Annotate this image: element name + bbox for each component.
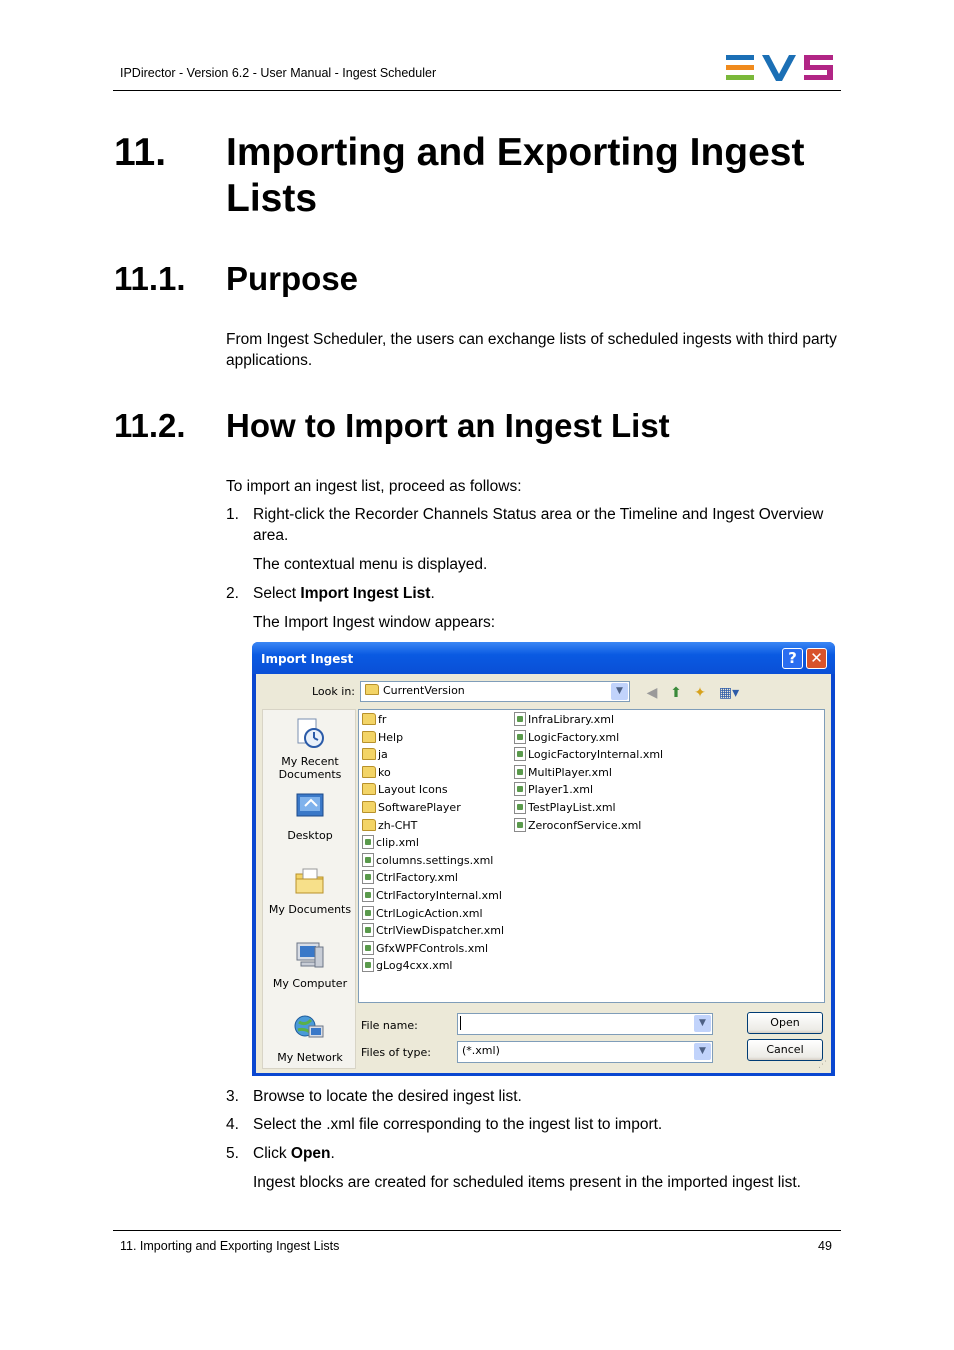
file-name-label: File name: xyxy=(361,1019,418,1032)
chevron-down-icon[interactable]: ▼ xyxy=(611,683,628,700)
page-number: 49 xyxy=(818,1239,832,1253)
file-item-name: InfraLibrary.xml xyxy=(528,713,615,726)
file-item-name: clip.xml xyxy=(376,836,419,850)
file-item[interactable] xyxy=(362,765,391,781)
step-note: The contextual menu is displayed. xyxy=(253,556,488,573)
file-item[interactable] xyxy=(362,747,388,763)
open-button[interactable]: Open xyxy=(747,1012,823,1034)
file-item-name: ZeroconfService.xml xyxy=(528,818,642,832)
header-rule xyxy=(113,90,841,91)
xml-file-icon xyxy=(514,747,526,761)
place-my-recent-documents[interactable] xyxy=(263,716,357,781)
folder-icon xyxy=(365,684,379,695)
close-button[interactable]: ✕ xyxy=(806,648,827,669)
place-label: My Computer xyxy=(272,977,348,990)
file-item-name: GfxWPFControls.xml xyxy=(376,941,489,955)
step-number: 4. xyxy=(226,1116,239,1133)
cancel-button[interactable]: Cancel xyxy=(747,1039,823,1061)
file-item[interactable] xyxy=(362,923,504,939)
resize-grip-icon[interactable]: ⋰ xyxy=(818,1060,826,1070)
place-my-documents[interactable] xyxy=(263,864,357,916)
folder-icon xyxy=(362,819,376,831)
file-item-name: CtrlFactory.xml xyxy=(376,871,458,885)
step-text-bold: Import Ingest List xyxy=(300,585,431,602)
file-item[interactable] xyxy=(362,958,452,974)
file-item-name: Layout Icons xyxy=(378,783,448,797)
file-item[interactable] xyxy=(362,835,419,851)
folder-icon xyxy=(362,801,376,813)
back-icon[interactable]: ◀ xyxy=(646,685,658,701)
intro-paragraph: To import an ingest list, proceed as follows: xyxy=(226,478,522,495)
file-item[interactable] xyxy=(362,888,502,904)
places-bar xyxy=(262,709,356,1069)
file-item-name: MultiPlayer.xml xyxy=(528,765,612,779)
xml-file-icon xyxy=(362,870,374,884)
file-list[interactable] xyxy=(358,709,825,1003)
step-text xyxy=(253,583,839,604)
file-item-name: ja xyxy=(378,748,388,762)
file-item-name: Player1.xml xyxy=(528,783,594,797)
folder-icon xyxy=(362,713,376,725)
folder-icon xyxy=(362,748,376,760)
folder-icon xyxy=(362,766,376,778)
purpose-paragraph: From Ingest Scheduler, the users can exchange lists of scheduled ingests with third party applications. xyxy=(226,331,837,369)
xml-file-icon xyxy=(514,712,526,726)
file-item[interactable] xyxy=(514,730,619,746)
file-item[interactable] xyxy=(362,870,458,886)
place-label: My Network xyxy=(277,1051,343,1064)
my-computer-icon xyxy=(293,938,327,972)
step-text-bold: Open xyxy=(290,1145,331,1162)
file-item[interactable] xyxy=(362,782,448,798)
file-item-name: CtrlFactoryInternal.xml xyxy=(376,889,502,902)
step-note: The Import Ingest window appears: xyxy=(253,614,496,631)
step-text: Right-click the Recorder Channels Status area or the Timeline and Ingest Overview area. xyxy=(253,506,824,544)
file-item[interactable] xyxy=(514,800,616,816)
file-item-name: fr xyxy=(378,713,387,726)
file-item[interactable] xyxy=(514,818,641,834)
step-text-post: . xyxy=(430,585,435,602)
dialog-titlebar xyxy=(252,642,835,674)
file-item-name: CtrlViewDispatcher.xml xyxy=(376,924,505,938)
xml-file-icon xyxy=(362,888,374,902)
file-item[interactable] xyxy=(362,853,493,869)
place-label: My Documents xyxy=(268,903,352,916)
file-item-name: TestPlayList.xml xyxy=(528,801,616,814)
xml-file-icon xyxy=(362,923,374,937)
file-item-name: ko xyxy=(378,765,391,779)
look-in-value-text: CurrentVersion xyxy=(383,684,465,697)
step-number: 3. xyxy=(226,1088,239,1105)
evs-logo xyxy=(726,54,834,82)
section-title: Purpose xyxy=(226,260,359,297)
chevron-down-icon[interactable]: ▼ xyxy=(694,1043,711,1060)
file-item-name: zh-CHT xyxy=(378,818,418,832)
look-in-combo[interactable] xyxy=(360,681,630,702)
step-text-post: . xyxy=(330,1145,335,1162)
file-item-name: columns.settings.xml xyxy=(376,853,494,867)
file-item-name: LogicFactory.xml xyxy=(528,730,620,744)
files-of-type-select[interactable] xyxy=(457,1041,713,1063)
file-name-input[interactable] xyxy=(457,1013,713,1035)
place-my-network[interactable] xyxy=(263,1012,357,1064)
step-text xyxy=(253,1143,839,1164)
xml-file-icon xyxy=(362,941,374,955)
file-item[interactable] xyxy=(362,818,417,834)
file-name-value xyxy=(460,1016,463,1030)
folder-icon xyxy=(362,783,376,795)
step-number: 1. xyxy=(226,506,239,523)
section-title: How to Import an Ingest List xyxy=(226,407,670,444)
view-menu-icon[interactable]: ▦▾ xyxy=(718,685,740,701)
section-number: 11.2. xyxy=(114,407,186,444)
place-desktop[interactable] xyxy=(263,790,357,842)
file-item-name: CtrlLogicAction.xml xyxy=(376,906,483,920)
file-item-name: SoftwarePlayer xyxy=(378,801,461,814)
place-label: My Recent Documents xyxy=(278,755,342,781)
file-item-name: gLog4cxx.xml xyxy=(376,959,453,973)
look-in-label: Look in: xyxy=(312,685,355,698)
file-item-name: LogicFactoryInternal.xml xyxy=(528,748,664,762)
file-item[interactable] xyxy=(514,782,593,798)
help-button[interactable]: ? xyxy=(782,648,803,669)
chapter-number: 11. xyxy=(114,131,167,174)
my-documents-icon xyxy=(293,864,327,898)
footer-chapter: 11. Importing and Exporting Ingest Lists xyxy=(120,1239,340,1253)
chapter-title: Importing and Exporting Ingest Lists xyxy=(226,131,805,220)
file-item[interactable] xyxy=(514,747,663,763)
desktop-icon xyxy=(293,790,327,824)
step-note: Ingest blocks are created for scheduled items present in the imported ingest list. xyxy=(253,1174,801,1191)
section-number: 11.1. xyxy=(114,260,186,297)
look-in-value xyxy=(365,684,465,697)
xml-file-icon xyxy=(514,782,526,796)
xml-file-icon xyxy=(362,906,374,920)
footer-rule xyxy=(113,1230,841,1231)
step-text: Browse to locate the desired ingest list. xyxy=(253,1088,522,1105)
running-header: IPDirector - Version 6.2 - User Manual - Ingest Scheduler xyxy=(120,66,437,80)
step-number: 5. xyxy=(226,1145,239,1162)
xml-file-icon xyxy=(362,853,374,867)
chevron-down-icon[interactable]: ▼ xyxy=(694,1015,711,1032)
xml-file-icon xyxy=(514,818,526,832)
files-of-type-value: (*.xml) xyxy=(462,1044,500,1057)
folder-icon xyxy=(362,731,376,743)
recent-documents-icon xyxy=(293,716,327,750)
step-text-pre: Select xyxy=(253,585,301,602)
files-of-type-label: Files of type: xyxy=(361,1046,432,1059)
my-network-icon xyxy=(293,1012,327,1046)
xml-file-icon xyxy=(362,835,374,849)
file-item[interactable] xyxy=(362,730,403,746)
new-folder-icon[interactable]: ✦ xyxy=(694,685,706,701)
xml-file-icon xyxy=(514,800,526,814)
file-item[interactable] xyxy=(514,765,612,781)
file-item[interactable] xyxy=(362,906,483,922)
file-item-name: Help xyxy=(378,730,404,744)
dialog-body xyxy=(256,674,831,1073)
place-my-computer[interactable] xyxy=(263,938,357,990)
dialog-title: Import Ingest xyxy=(261,652,354,666)
place-label: Desktop xyxy=(287,829,333,842)
step-text-pre: Click xyxy=(253,1145,291,1162)
file-item[interactable] xyxy=(362,712,386,728)
xml-file-icon xyxy=(514,730,526,744)
step-text: Select the .xml file corresponding to the ingest list to import. xyxy=(253,1116,663,1133)
step-number: 2. xyxy=(226,585,239,602)
file-item[interactable] xyxy=(362,800,461,816)
file-item[interactable] xyxy=(514,712,614,728)
file-item[interactable] xyxy=(362,941,488,957)
xml-file-icon xyxy=(514,765,526,779)
xml-file-icon xyxy=(362,958,374,972)
import-ingest-dialog xyxy=(252,642,835,1076)
up-folder-icon[interactable]: ⬆ xyxy=(670,685,682,701)
